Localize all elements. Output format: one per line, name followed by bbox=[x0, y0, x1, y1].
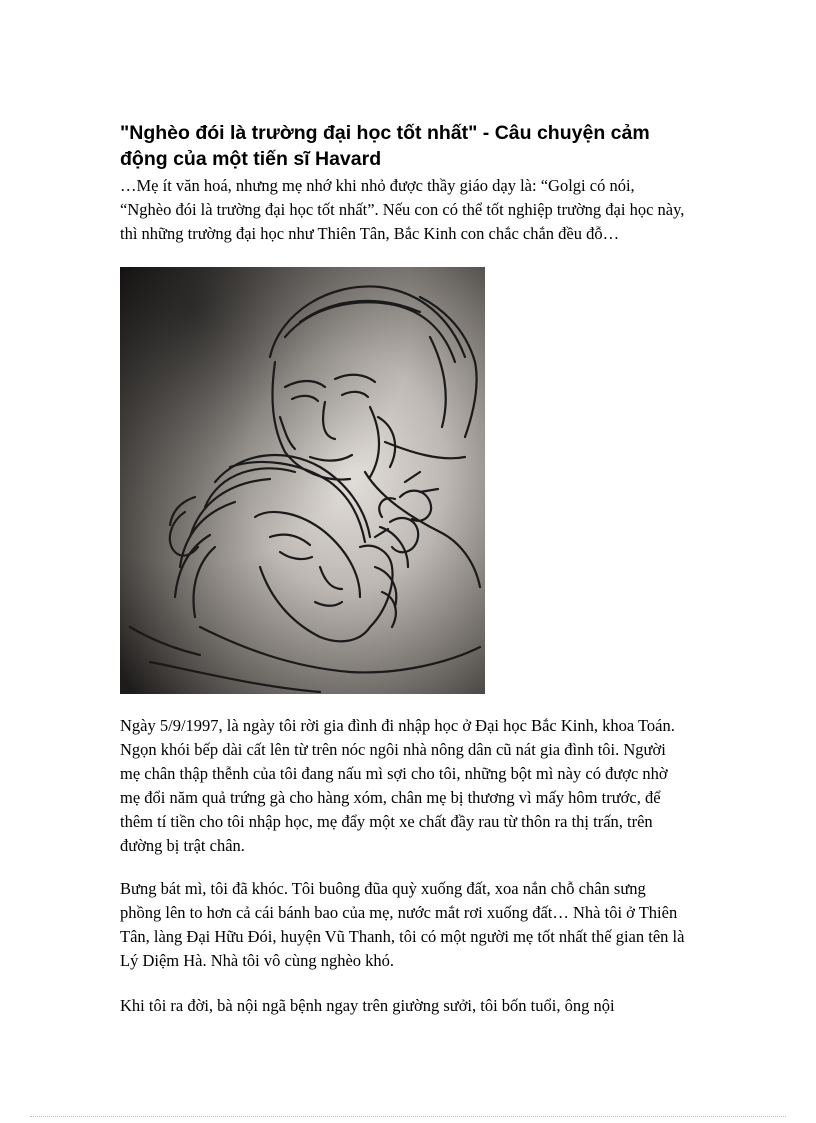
intro-paragraph: …Mẹ ít văn hoá, nhưng mẹ nhớ khi nhỏ được thầy giáo dạy là: “Golgi có nói, “Nghèo đói là trường đại học tốt nhất”. Nếu con có thể tốt nghiệp trường đại học này, thì những trường đại học như Thiên Tân, Bắc Kinh con chắc chắn đều đỗ… bbox=[120, 176, 685, 243]
story-paragraph: Ngày 5/9/1997, là ngày tôi rời gia đình đi nhập học ở Đại học Bắc Kinh, khoa Toán. Ngọn khói bếp dài cất lên từ trên nóc ngôi nhà nông dân cũ nát gia đình tôi. Người mẹ chân thập thễnh của tôi đang nấu mì sợi cho tôi, những bột mì này có được nhờ mẹ đổi năm quả trứng gà cho hàng xóm, chân mẹ bị thương vì mấy hôm trước, để thêm tí tiền cho tôi nhập học, mẹ đẩy một xe chất đầy rau từ thôn ra thị trấn, trên đường bị trật chân. bbox=[120, 716, 675, 855]
page-bottom-divider bbox=[30, 1116, 786, 1117]
story-paragraph: Khi tôi ra đời, bà nội ngã bệnh ngay trên giường sưởi, tôi bốn tuổi, ông nội bbox=[120, 996, 615, 1015]
mother-daughter-illustration bbox=[120, 267, 485, 694]
article-title: "Nghèo đói là trường đại học tốt nhất" - Câu chuyện cảm động của một tiến sĩ Havard bbox=[120, 122, 650, 170]
story-paragraph: Bưng bát mì, tôi đã khóc. Tôi buông đũa quỳ xuống đất, xoa nắn chỗ chân sưng phồng lên to hơn cả cái bánh bao của mẹ, nước mắt rơi xuống đất… Nhà tôi ở Thiên Tân, làng Đại Hữu Đói, huyện Vũ Thanh, tôi có một người mẹ tốt nhất thế gian tên là Lý Diệm Hà. Nhà tôi vô cùng nghèo khó. bbox=[120, 879, 685, 970]
